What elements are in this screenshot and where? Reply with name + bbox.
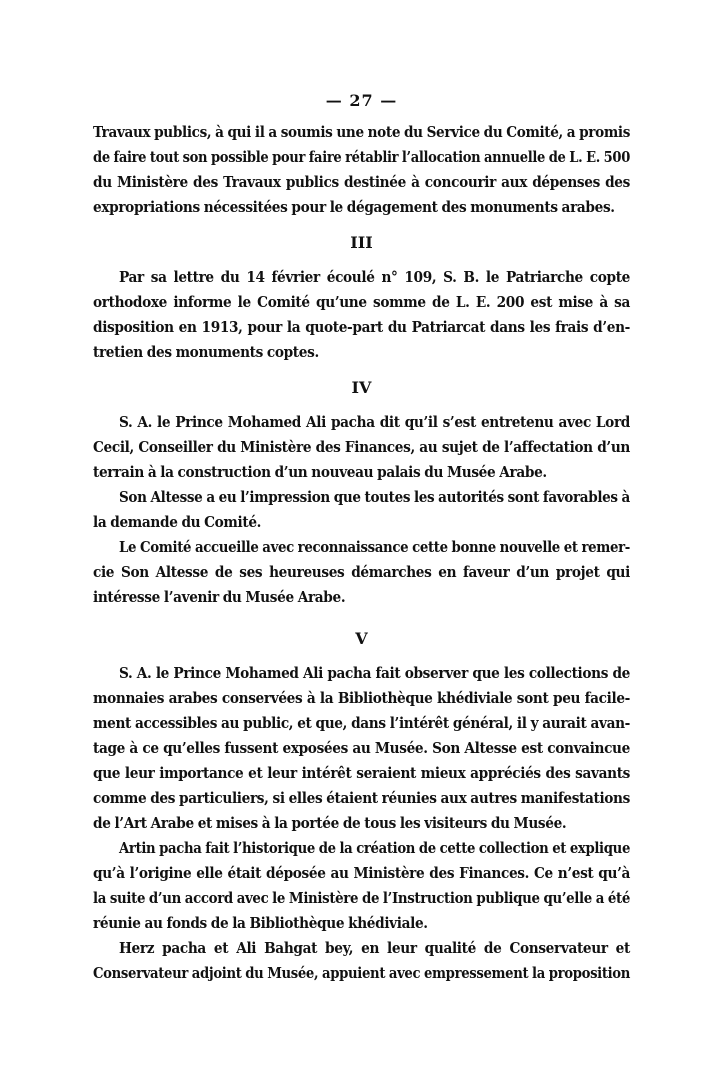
text-line: Par sa lettre du 14 février écoulé n° 109, S. B. le Patriarche copte	[119, 268, 630, 286]
text-line: S. A. le Prince Mohamed Ali pacha dit qu’il s’est entretenu avec Lord	[119, 413, 630, 431]
text-line: Herz pacha et Ali Bahgat bey, en leur qualité de Conservateur et	[119, 939, 630, 957]
text-line: Le Comité accueille avec reconnaissance cette bonne nouvelle et remer-	[119, 538, 630, 556]
text-line: ment accessibles au public, et que, dans l’intérêt général, il y aurait avan-	[93, 714, 630, 732]
text-line: que leur importance et leur intérêt seraient mieux appréciés des savants	[93, 764, 630, 782]
text-line: Conservateur adjoint du Musée, appuient avec empressement la proposition	[93, 964, 631, 982]
section-heading-v: V	[355, 629, 368, 648]
text-line: expropriations nécessitées pour le dégagement des monuments arabes.	[93, 198, 615, 216]
text-line: S. A. le Prince Mohamed Ali pacha fait observer que les collections de	[119, 664, 630, 682]
text-line: qu’à l’origine elle était déposée au Ministère des Finances. Ce n’est qu’à	[93, 864, 630, 882]
paragraph-son-altesse-impression	[93, 485, 630, 535]
text-line: de faire tout son possible pour faire rétablir l’allocation annuelle de L. E. 500	[93, 148, 630, 166]
paragraph-artin-pacha	[93, 836, 630, 936]
page-number: — 27 —	[325, 91, 398, 110]
paragraph-comite-accueille	[93, 535, 630, 610]
text-line: Travaux publics, à qui il a soumis une note du Service du Comité, a promis	[93, 123, 631, 141]
text-line: Son Altesse a eu l’impression que toutes les autorités sont favorables à	[119, 488, 630, 506]
paragraph-lord-cecil	[93, 410, 630, 485]
text-line: disposition en 1913, pour la quote-part du Patriarcat dans les frais d’en-	[93, 318, 630, 336]
document-page	[93, 88, 630, 986]
paragraph-patriarche-copte	[93, 265, 630, 365]
section-heading-iii: III	[350, 233, 373, 252]
text-line: tage à ce qu’elles fussent exposées au Musée. Son Altesse est convaincue	[93, 739, 630, 757]
text-line: monnaies arabes conservées à la Bibliothèque khédiviale sont peu facile-	[93, 689, 630, 707]
text-line: orthodoxe informe le Comité qu’une somme de L. E. 200 est mise à sa	[93, 293, 630, 311]
text-line: cie Son Altesse de ses heureuses démarches en faveur d’un projet qui	[93, 563, 630, 581]
text-line: Cecil, Conseiller du Ministère des Finances, au sujet de l’affectation d’un	[93, 438, 630, 456]
text-line: terrain à la construction d’un nouveau palais du Musée Arabe.	[93, 463, 547, 481]
text-line: tretien des monuments coptes.	[93, 343, 319, 361]
text-line: réunie au fonds de la Bibliothèque khédiviale.	[93, 914, 428, 932]
section-heading-iv: IV	[351, 378, 372, 397]
text-line: la demande du Comité.	[93, 513, 262, 531]
text-line: de l’Art Arabe et mises à la portée de tous les visiteurs du Musée.	[93, 814, 567, 832]
text-line: Artin pacha fait l’historique de la création de cette collection et explique	[119, 839, 631, 857]
paragraph-monnaies-arabes	[93, 661, 630, 836]
text-line: intéresse l’avenir du Musée Arabe.	[93, 588, 346, 606]
text-line: du Ministère des Travaux publics destinée à concourir aux dépenses des	[93, 173, 630, 191]
text-line: comme des particuliers, si elles étaient réunies aux autres manifestations	[93, 789, 630, 807]
text-line: la suite d’un accord avec le Ministère de l’Instruction publique qu’elle a été	[93, 889, 630, 907]
paragraph-travaux-publics	[93, 120, 630, 220]
paragraph-herz-pacha	[93, 936, 630, 986]
